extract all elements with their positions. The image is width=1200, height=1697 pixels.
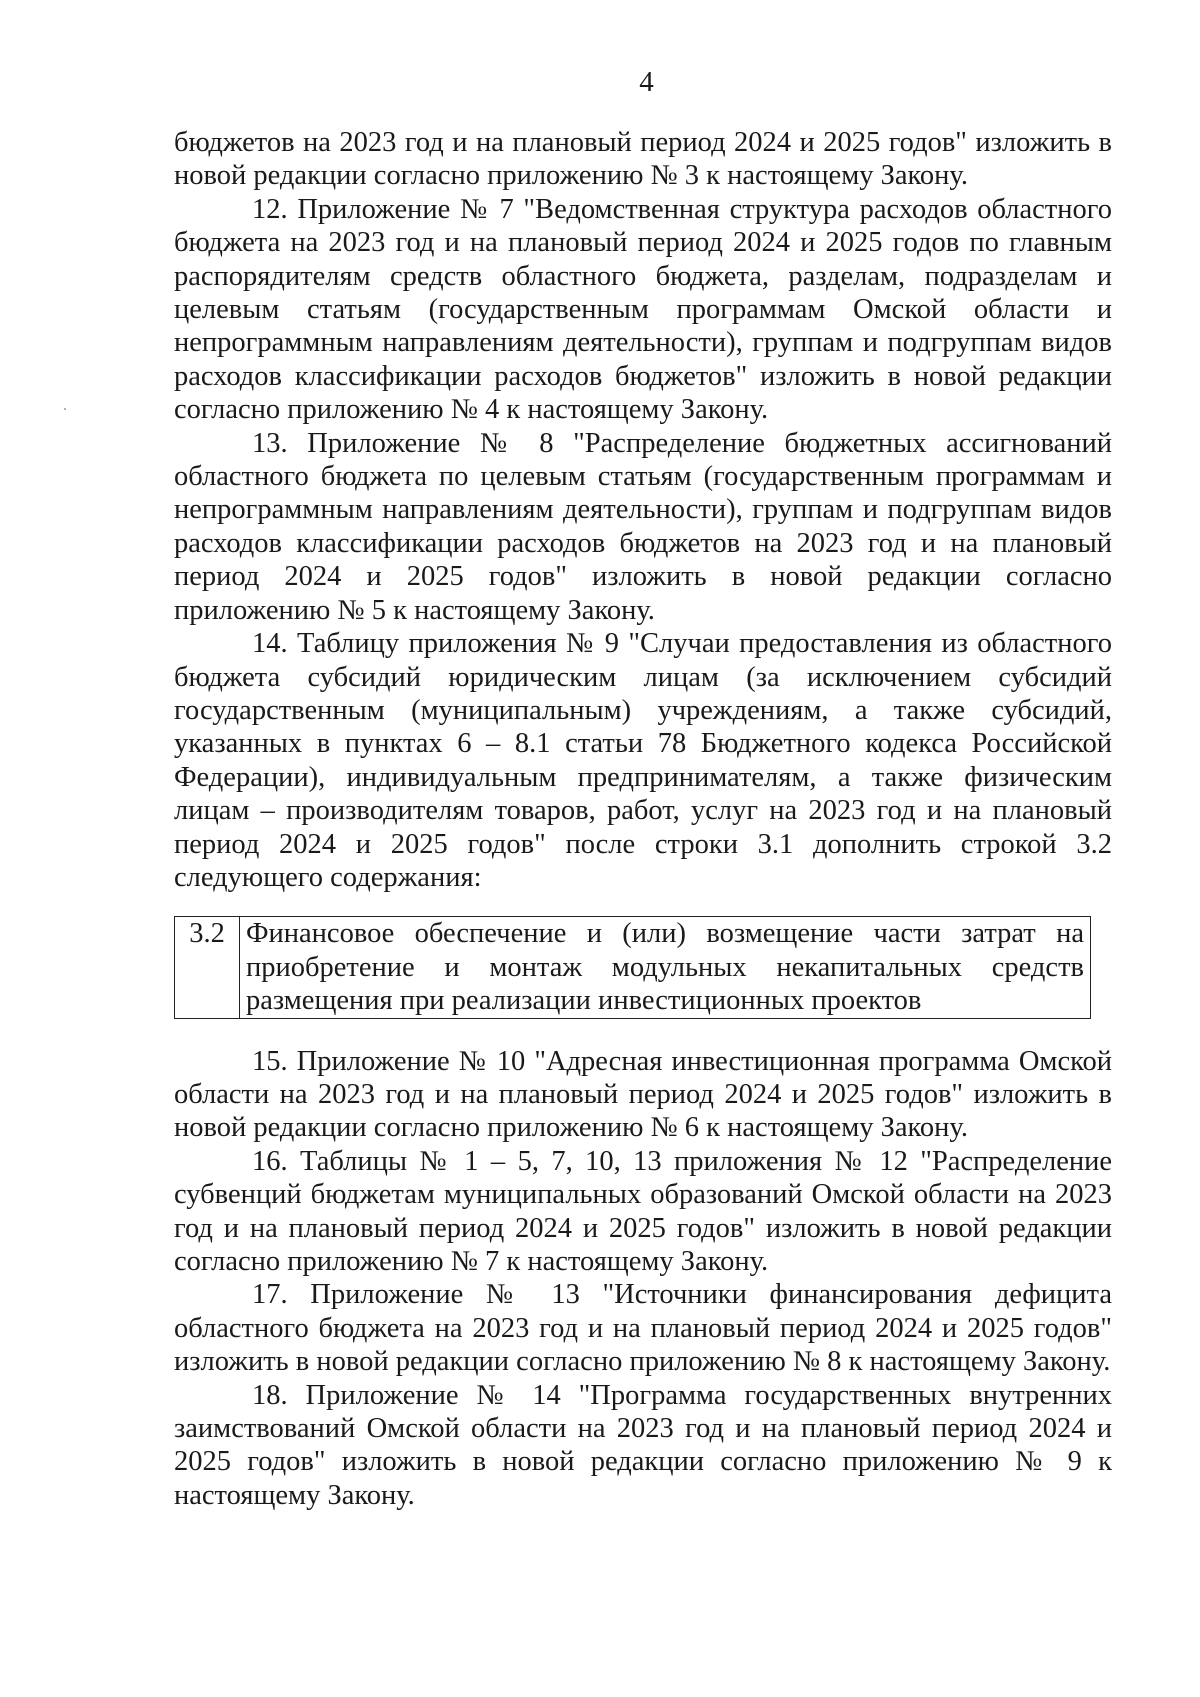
paragraph-item-12: 12. Приложение № 7 "Ведомственная структура расходов областного бюджета на 2023 год и на плановый период 2024 и 2025 годов по главным распорядителям средств областного бюджета, разделам, подразделам и целевым статьям (государственным программам Омской области и непрограммным направлениям деятельности), группам и подгруппам видов расходов классификации расходов бюджетов" изложить в новой редакции согласно приложению № 4 к настоящему Закону. [174,193,1112,426]
paragraph-item-17: 17. Приложение № 13 "Источники финансирования дефицита областного бюджета на 2023 год и на плановый период 2024 и 2025 годов" изложить в новой редакции согласно приложению № 8 к настоящему Закону. [174,1279,1112,1378]
amendment-table [174,916,1091,1018]
table-row-number: 3.2 [175,917,240,1018]
table-row [175,917,1091,1018]
page-number: 4 [639,66,654,98]
document-body [174,126,1112,1512]
paragraph-item-15: 15. Приложение № 10 "Адресная инвестиционная программа Омской области на 2023 год и на плановый период 2024 и 2025 годов" изложить в новой редакции согласно приложению № 6 к настоящему Закону. [174,1045,1112,1144]
paragraph-continuation: бюджетов на 2023 год и на плановый период 2024 и 2025 годов" изложить в новой редакции согласно приложению № 3 к настоящему Закону. [174,127,1112,192]
paragraphs-after-table [174,1045,1112,1513]
paragraph-item-13: 13. Приложение № 8 "Распределение бюджетных ассигнований областного бюджета по целевым статьям (государственным программам и непрограммным направлениям деятельности), группам и подгруппам видов расходов классификации расходов бюджетов на 2023 год и на плановый период 2024 и 2025 годов" изложить в новой редакции согласно приложению № 5 к настоящему Закону. [174,427,1112,626]
scan-speck [64,408,66,410]
paragraph-item-14: 14. Таблицу приложения № 9 "Случаи предоставления из областного бюджета субсидий юридическим лицам (за исключением субсидий государственным (муниципальным) учреждениям, а также субсидий, указанных в пунктах 6 – 8.1 статьи 78 Бюджетного кодекса Российской Федерации), индивидуальным предпринимателям, а также физическим лицам – производителям товаров, работ, услуг на 2023 год и на плановый период 2024 и 2025 годов" после строки 3.1 дополнить строкой 3.2 следующего содержания: [174,628,1112,893]
paragraph-item-18: 18. Приложение № 14 "Программа государственных внутренних заимствований Омской области на 2023 год и на плановый период 2024 и 2025 годов" изложить в новой редакции согласно приложению № 9 к настоящему Закону. [174,1379,1112,1511]
table-row-text: Финансовое обеспечение и (или) возмещение части затрат на приобретение и монтаж модульных некапитальных средств размещения при реализации инвестиционных проектов [240,917,1091,1018]
paragraph-item-16: 16. Таблицы № 1 – 5, 7, 10, 13 приложения № 12 "Распределение субвенций бюджетам муниципальных образований Омской области на 2023 год и на плановый период 2024 и 2025 годов" изложить в новой редакции согласно приложению № 7 к настоящему Закону. [174,1145,1112,1277]
